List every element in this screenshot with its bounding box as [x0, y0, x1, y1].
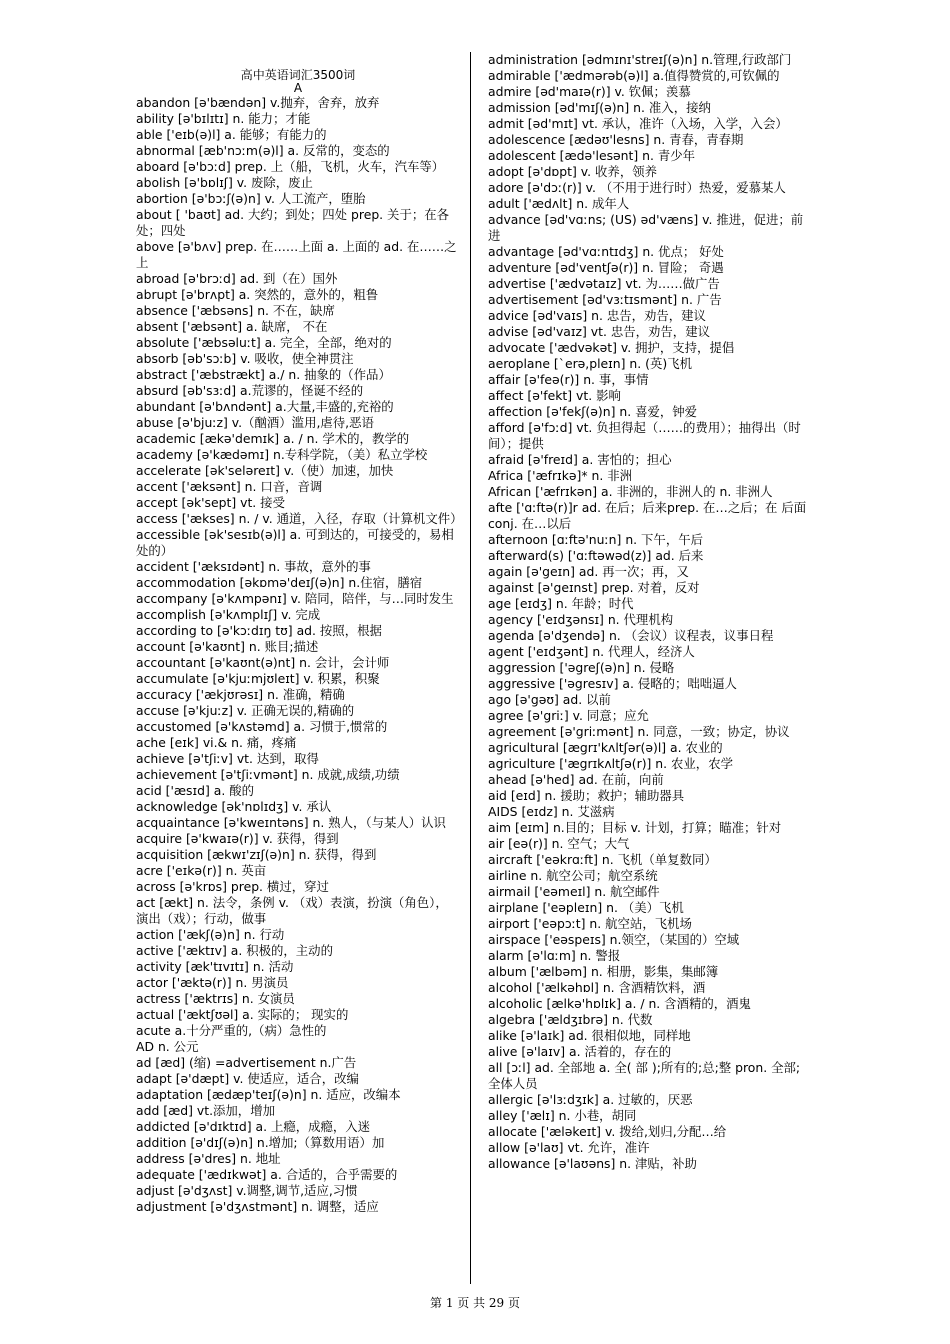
vocab-entry: afte ['ɑːftə(r)]r ad. 在后；后来prep. 在…之后；在 后面 conj. 在…以后 [488, 500, 807, 531]
vocab-entry: account [ə'kaʊnt] n. 账目;描述 [136, 639, 319, 654]
vocab-entry: afternoon [ɑːftə'nuːn] n. 下午，午后 [488, 532, 703, 547]
vocab-entry: academy [ə'kædəmɪ] n.专科学院，（美）私立学校 [136, 447, 428, 462]
vocab-entry: ad [æd] (缩) =advertisement n.广告 [136, 1055, 357, 1070]
vocab-entry: airspace ['eəspeɪs] n.领空，（某国的）空域 [488, 932, 740, 947]
vocab-entry: absolute ['æbsəluːt] a. 完全，全部，绝对的 [136, 335, 392, 350]
vocab-entry: accelerate [ək'seləreɪt] v.（使）加速，加快 [136, 463, 394, 478]
vocab-entry: airplane ['eəpleɪn] n. （美）飞机 [488, 900, 684, 915]
vocab-entry: advise [əd'vaɪz] vt. 忠告，劝告，建议 [488, 324, 710, 339]
vocab-entry: allow [ə'laʊ] vt. 允许，准许 [488, 1140, 650, 1155]
vocab-entry: adventure [əd'ventʃə(r)] n. 冒险； 奇遇 [488, 260, 724, 275]
vocab-entry: alike [ə'laɪk] ad. 很相似地，同样地 [488, 1028, 691, 1043]
vocab-entry: abundant [ə'bʌndənt] a.大量,丰盛的,充裕的 [136, 399, 394, 414]
vocab-entry: aboard [ə'bɔːd] prep. 上（船，飞机，火车，汽车等） [136, 159, 445, 174]
vocab-entry: advantage [əd'vɑːntɪdʒ] n. 优点； 好处 [488, 244, 724, 259]
left-entry-list [136, 95, 463, 1215]
vocab-entry: ability [ə'bɪlɪtɪ] n. 能力；才能 [136, 111, 311, 126]
vocab-entry: afford [ə'fɔːd] vt. 负担得起（……的费用）；抽得出（时间）；提供 [488, 420, 801, 451]
vocab-entry: adolescent [ædə'lesənt] n. 青少年 [488, 148, 696, 163]
vocab-entry: address [ə'dres] n. 地址 [136, 1151, 281, 1166]
vocab-entry: accompany [ə'kʌmpənɪ] v. 陪同，陪伴，与…同时发生 [136, 591, 454, 606]
vocab-entry: adult ['ædʌlt] n. 成年人 [488, 196, 630, 211]
vocab-entry: accountant [ə'kaʊnt(ə)nt] n. 会计，会计师 [136, 655, 390, 670]
vocab-entry: advertise ['ædvətaɪz] vt. 为……做广告 [488, 276, 720, 291]
vocab-entry: accuracy ['ækjʊrəsɪ] n. 准确，精确 [136, 687, 345, 702]
vocab-entry: above [ə'bʌv] prep. 在……上面 a. 上面的 ad. 在……之上 [136, 239, 457, 270]
vocab-entry: algebra ['ældʒɪbrə] n. 代数 [488, 1012, 653, 1027]
vocab-entry: acid ['æsɪd] a. 酸的 [136, 783, 255, 798]
column-divider [470, 52, 471, 1284]
vocab-entry: agency ['eɪdʒənsɪ] n. 代理机构 [488, 612, 674, 627]
vocab-entry: accept [ək'sept] vt. 接受 [136, 495, 285, 510]
vocab-entry: allocate ['æləkeɪt] v. 拨给,划归,分配…给 [488, 1124, 727, 1139]
vocab-entry: alcoholic [ælkə'hɒlɪk] a. / n. 含酒精的，酒鬼 [488, 996, 751, 1011]
vocab-entry: achieve [ə'tʃiːv] vt. 达到，取得 [136, 751, 319, 766]
right-entry-list [488, 52, 810, 1172]
left-column [136, 52, 463, 1215]
vocab-entry: acute a.十分严重的,（病）急性的 [136, 1023, 327, 1038]
page-title: 高中英语词汇3500词 [240, 68, 356, 82]
vocab-entry: abnormal [æb'nɔːm(ə)l] a. 反常的，变态的 [136, 143, 390, 158]
vocab-entry: airline n. 航空公司；航空系统 [488, 868, 658, 883]
vocab-entry: alive [ə'laɪv] a. 活着的，存在的 [488, 1044, 672, 1059]
vocab-entry: agent ['eɪdʒənt] n. 代理人，经济人 [488, 644, 695, 659]
vocab-entry: adopt [ə'dɒpt] v. 收养，领养 [488, 164, 657, 179]
vocab-entry: accustomed [ə'kʌstəmd] a. 习惯于,惯常的 [136, 719, 388, 734]
vocab-entry: aeroplane [`erə,pleɪn] n. (英)飞机 [488, 356, 692, 371]
vocab-entry: agreement [ə'griːmənt] n. 同意，一致；协定，协议 [488, 724, 790, 739]
vocab-entry: actor ['æktə(r)] n. 男演员 [136, 975, 289, 990]
vocab-entry: air [eə(r)] n. 空气；大气 [488, 836, 630, 851]
vocab-entry: admission [əd'mɪʃ(ə)n] n. 准入，接纳 [488, 100, 711, 115]
vocab-entry: addition [ə'dɪʃ(ə)n] n.增加;（算数用语）加 [136, 1135, 385, 1150]
vocab-entry: accent ['æksənt] n. 口音，音调 [136, 479, 323, 494]
vocab-entry: act [ækt] n. 法令，条例 v. （戏）表演，扮演（角色），演出（戏）；行动，做事 [136, 895, 448, 926]
vocab-entry: abolish [ə'bɒlɪʃ] v. 废除，废止 [136, 175, 313, 190]
vocab-entry: all [ɔːl] ad. 全部地 a. 全( 部 );所有的;总;整 pron. 全部;全体人员 [488, 1060, 801, 1091]
vocab-entry: acknowledge [ək'nɒlɪdʒ] v. 承认 [136, 799, 332, 814]
section-letter: A [293, 81, 303, 95]
vocab-entry: AIDS [eɪdz] n. 艾滋病 [488, 804, 615, 819]
vocab-entry: academic [ækə'demɪk] a. / n. 学术的，教学的 [136, 431, 410, 446]
vocab-entry: affection [ə'fekʃ(ə)n] n. 喜爱，钟爱 [488, 404, 698, 419]
vocab-entry: acquire [ə'kwaɪə(r)] v. 获得，得到 [136, 831, 339, 846]
vocab-entry: absent ['æbsənt] a. 缺席， 不在 [136, 319, 328, 334]
vocab-entry: abrupt [ə'brʌpt] a. 突然的，意外的，粗鲁 [136, 287, 379, 302]
vocab-entry: according to [ə'kɔːdɪŋ tʊ] ad. 按照，根据 [136, 623, 382, 638]
vocab-entry: absurd [əb'sɜːd] a.荒谬的，怪诞不经的 [136, 383, 364, 398]
vocab-entry: adjust [ə'dʒʌst] v.调整,调节,适应,习惯 [136, 1183, 358, 1198]
vocab-entry: African ['æfrɪkən] a. 非洲的，非洲人的 n. 非洲人 [488, 484, 773, 499]
vocab-entry: affair [ə'feə(r)] n. 事，事情 [488, 372, 649, 387]
vocab-entry: against [ə'geɪnst] prep. 对着，反对 [488, 580, 700, 595]
vocab-entry: abuse [ə'bjuːz] v.（酗酒）滥用,虐待,恶语 [136, 415, 374, 430]
vocab-entry: affect [ə'fekt] vt. 影响 [488, 388, 621, 403]
vocab-entry: accident ['æksɪdənt] n. 事故，意外的事 [136, 559, 371, 574]
vocab-entry: administration [ədmɪnɪ'streɪʃ(ə)n] n.管理,行政部门 [488, 52, 792, 67]
vocab-entry: add [æd] vt.添加，增加 [136, 1103, 275, 1118]
vocab-entry: ahead [ə'hed] ad. 在前，向前 [488, 772, 664, 787]
vocab-entry: AD n. 公元 [136, 1039, 199, 1054]
vocab-entry: adolescence [ædəʊ'lesns] n. 青春，青春期 [488, 132, 744, 147]
right-column [488, 52, 810, 1172]
vocab-entry: about [ 'baʊt] ad. 大约；到处；四处 prep. 关于；在各处；四处 [136, 207, 450, 238]
vocab-entry: access ['ækses] n. / v. 通道，入径，存取（计算机文件） [136, 511, 463, 526]
vocab-entry: accommodation [əkɒmə'deɪʃ(ə)n] n.住宿，膳宿 [136, 575, 423, 590]
vocab-entry: actual ['æktʃʊəl] a. 实际的； 现实的 [136, 1007, 349, 1022]
vocab-entry: achievement [ə'tʃiːvmənt] n. 成就,成绩,功绩 [136, 767, 400, 782]
vocab-entry: advice [əd'vaɪs] n. 忠告，劝告，建议 [488, 308, 706, 323]
vocab-entry: alcohol ['ælkəhɒl] n. 含酒精饮料，酒 [488, 980, 706, 995]
vocab-entry: abroad [ə'brɔːd] ad. 到（在）国外 [136, 271, 338, 286]
vocab-entry: acre ['eɪkə(r)] n. 英亩 [136, 863, 267, 878]
vocab-entry: accuse [ə'kjuːz] v. 正确无误的,精确的 [136, 703, 355, 718]
vocab-entry: adequate ['ædɪkwət] a. 合适的，合乎需要的 [136, 1167, 398, 1182]
vocab-entry: airport ['eəpɔːt] n. 航空站，飞机场 [488, 916, 692, 931]
vocab-entry: alarm [ə'lɑːm] n. 警报 [488, 948, 621, 963]
vocab-entry: acquisition [ækwɪ'zɪʃ(ə)n] n. 获得，得到 [136, 847, 377, 862]
vocab-entry: admit [əd'mɪt] vt. 承认，准许（入场，入学，入会） [488, 116, 788, 131]
vocab-entry: aircraft ['eəkrɑːft] n. 飞机（单复数同） [488, 852, 717, 867]
vocab-entry: adjustment [ə'dʒʌstmənt] n. 调整，适应 [136, 1199, 379, 1214]
vocab-entry: accomplish [ə'kʌmplɪʃ] v. 完成 [136, 607, 321, 622]
vocab-entry: action ['ækʃ(ə)n] n. 行动 [136, 927, 285, 942]
vocab-entry: acquaintance [ə'kweɪntəns] n. 熟人，（与某人）认识 [136, 815, 446, 830]
vocab-entry: adapt [ə'dæpt] v. 使适应，适合，改编 [136, 1071, 359, 1086]
vocab-entry: airmail ['eəmeɪl] n. 航空邮件 [488, 884, 660, 899]
vocab-entry: addicted [ə'dɪktɪd] a. 上瘾，成瘾，入迷 [136, 1119, 371, 1134]
vocab-entry: aid [eɪd] n. 援助；救护；辅助器具 [488, 788, 685, 803]
vocab-entry: ago [ə'gəʊ] ad. 以前 [488, 692, 611, 707]
page-footer: 第 1 页 共 29 页 [430, 1296, 520, 1310]
vocab-entry: agenda [ə'dʒendə] n. （会议）议程表，议事日程 [488, 628, 774, 643]
vocab-entry: allergic [ə'lɜːdʒɪk] a. 过敏的，厌恶 [488, 1092, 693, 1107]
vocab-entry: afraid [ə'freɪd] a. 害怕的；担心 [488, 452, 672, 467]
vocab-entry: advocate ['ædvəkət] v. 拥护，支持，提倡 [488, 340, 735, 355]
vocab-entry: admire [əd'maɪə(r)] v. 钦佩；羡慕 [488, 84, 691, 99]
vocab-entry: album ['ælbəm] n. 相册，影集，集邮簿 [488, 964, 719, 979]
vocab-entry: Africa ['æfrɪkə]* n. 非洲 [488, 468, 633, 483]
vocab-entry: abandon [ə'bændən] v.抛弃，舍弃，放弃 [136, 95, 380, 110]
vocab-entry: adaptation [ædæp'teɪʃ(ə)n] n. 适应，改编本 [136, 1087, 401, 1102]
vocab-entry: actress ['æktrɪs] n. 女演员 [136, 991, 295, 1006]
vocab-entry: adore [ə'dɔː(r)] v. （不用于进行时）热爱，爱慕某人 [488, 180, 786, 195]
vocab-entry: absorb [əb'sɔːb] v. 吸收，使全神贯注 [136, 351, 354, 366]
vocab-entry: agricultural [ægrɪ'kʌltʃər(ə)l] a. 农业的 [488, 740, 723, 755]
vocab-entry: activity [æk'tɪvɪtɪ] n. 活动 [136, 959, 294, 974]
vocab-entry: aggressive ['əgresɪv] a. 侵略的；咄咄逼人 [488, 676, 737, 691]
vocab-entry: across [ə'krɒs] prep. 横过，穿过 [136, 879, 329, 894]
vocab-entry: afterward(s) ['ɑːftəwəd(z)] ad. 后来 [488, 548, 704, 563]
vocab-entry: agriculture ['ægrɪkʌltʃə(r)] n. 农业，农学 [488, 756, 733, 771]
vocab-entry: absence ['æbsəns] n. 不在，缺席 [136, 303, 335, 318]
vocab-entry: advertisement [əd'vɜːtɪsmənt] n. 广告 [488, 292, 722, 307]
vocab-entry: advance [əd'vɑːns; (US) əd'væns] v. 推进，促进；前进 [488, 212, 804, 243]
vocab-entry: ache [eɪk] vi.& n. 痛，疼痛 [136, 735, 297, 750]
vocab-entry: abortion [ə'bɔːʃ(ə)n] v. 人工流产，堕胎 [136, 191, 366, 206]
vocab-entry: aim [eɪm] n.目的；目标 v. 计划，打算；瞄准；针对 [488, 820, 782, 835]
vocab-entry: age [eɪdʒ] n. 年龄；时代 [488, 596, 634, 611]
vocab-entry: allowance [ə'laʊəns] n. 津贴，补助 [488, 1156, 697, 1171]
vocab-entry: admirable ['ædmərəb(ə)l] a.值得赞赏的,可钦佩的 [488, 68, 780, 83]
vocab-entry: accumulate [ə'kjuːmjʊleɪt] v. 积累，积聚 [136, 671, 380, 686]
vocab-entry: active ['æktɪv] a. 积极的，主动的 [136, 943, 333, 958]
vocab-entry: able ['eɪb(ə)l] a. 能够；有能力的 [136, 127, 327, 142]
vocab-entry: alley ['ælɪ] n. 小巷，胡同 [488, 1108, 637, 1123]
vocab-entry: accessible [ək'sesɪb(ə)l] a. 可到达的，可接受的，易相处的） [136, 527, 454, 558]
vocab-entry: agree [ə'griː] v. 同意；应允 [488, 708, 649, 723]
vocab-entry: aggression ['əgreʃ(ə)n] n. 侵略 [488, 660, 675, 675]
vocab-entry: again [ə'geɪn] ad. 再一次；再，又 [488, 564, 689, 579]
vocab-entry: abstract ['æbstrækt] a./ n. 抽象的（作品） [136, 367, 391, 382]
